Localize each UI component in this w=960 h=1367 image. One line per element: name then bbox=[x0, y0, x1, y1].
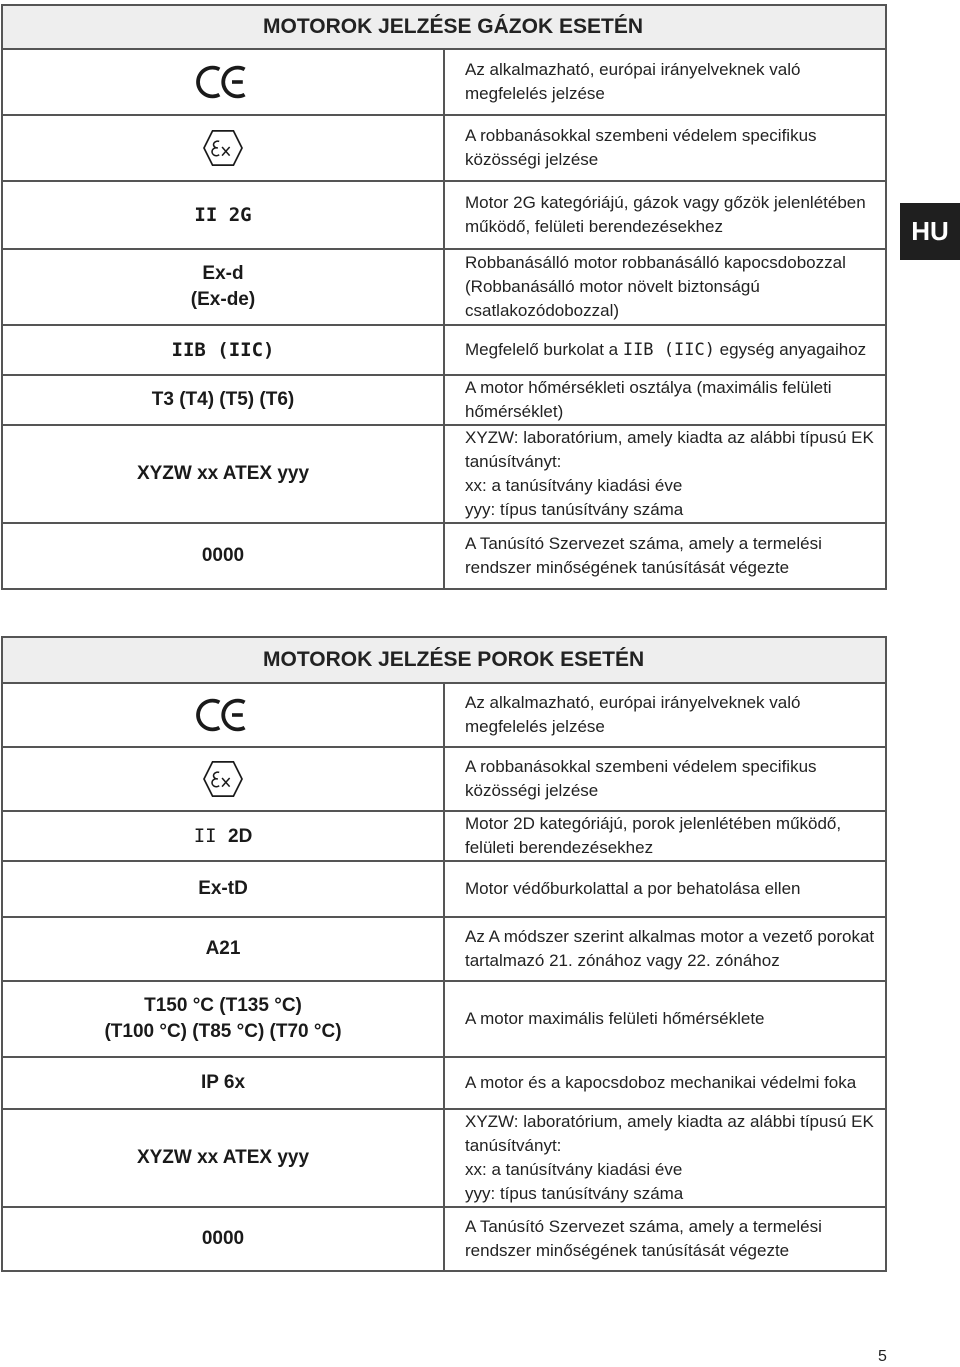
desc-text: Megfelelő burkolat a bbox=[465, 340, 623, 359]
row-description: A Tanúsító Szervezet száma, amely a termelési rendszer minőségének tanúsítását végezte bbox=[444, 523, 886, 589]
page-number: 5 bbox=[878, 1348, 887, 1365]
row-code: A21 bbox=[2, 917, 444, 981]
table-row bbox=[2, 523, 886, 589]
table-row bbox=[2, 425, 886, 523]
code-text: 2D bbox=[228, 825, 253, 847]
table-row bbox=[2, 981, 886, 1057]
section-title: MOTOROK JELZÉSE POROK ESETÉN bbox=[2, 637, 886, 683]
row-description: A motor maximális felületi hőmérséklete bbox=[444, 981, 886, 1057]
row-description: A motor és a kapocsdoboz mechanikai védelmi foka bbox=[444, 1057, 886, 1109]
row-code: IIB (IIC) bbox=[2, 325, 444, 375]
table-row bbox=[2, 1109, 886, 1207]
row-code: T150 °C (T135 °C) (T100 °C) (T85 °C) (T70 °C) bbox=[2, 981, 444, 1057]
table-row bbox=[2, 325, 886, 375]
dust-marking-table bbox=[1, 636, 887, 1272]
row-description: Motor védőburkolattal a por behatolása ellen bbox=[444, 861, 886, 917]
ce-mark-cell bbox=[2, 683, 444, 747]
table-row bbox=[2, 181, 886, 249]
code-prefix: II bbox=[193, 824, 229, 847]
table-header-row bbox=[2, 637, 886, 683]
table-row bbox=[2, 49, 886, 115]
row-description: Motor 2D kategóriájú, porok jelenlétében működő, felületi berendezésekhez bbox=[444, 811, 886, 861]
row-code: XYZW xx ATEX yyy bbox=[2, 1109, 444, 1207]
row-description: XYZW: laboratórium, amely kiadta az alábbi típusú EK tanúsítványt: xx: a tanúsítvány kiadási éve yyy: típus tanúsítvány száma bbox=[444, 425, 886, 523]
ce-mark-icon bbox=[196, 696, 250, 734]
row-description: Az A módszer szerint alkalmas motor a vezető porokat tartalmazó 21. zónához vagy 22. zónához bbox=[444, 917, 886, 981]
table-row bbox=[2, 115, 886, 181]
table-row bbox=[2, 683, 886, 747]
row-code: XYZW xx ATEX yyy bbox=[2, 425, 444, 523]
table-row bbox=[2, 861, 886, 917]
row-description: Az alkalmazható, európai irányelveknek való megfelelés jelzése bbox=[444, 49, 886, 115]
row-code: Ex-tD bbox=[2, 861, 444, 917]
table-row bbox=[2, 917, 886, 981]
ex-hexagon-icon bbox=[202, 129, 244, 167]
ex-hexagon-icon bbox=[202, 760, 244, 798]
row-code bbox=[2, 811, 444, 861]
row-description: XYZW: laboratórium, amely kiadta az alábbi típusú EK tanúsítványt: xx: a tanúsítvány kiadási éve yyy: típus tanúsítvány száma bbox=[444, 1109, 886, 1207]
row-code: IP 6x bbox=[2, 1057, 444, 1109]
table-row bbox=[2, 375, 886, 425]
row-description: A robbanásokkal szembeni védelem specifikus közösségi jelzése bbox=[444, 115, 886, 181]
ce-mark-icon bbox=[196, 63, 250, 101]
table-row bbox=[2, 1057, 886, 1109]
row-description: Robbanásálló motor robbanásálló kapocsdobozzal (Robbanásálló motor növelt biztonságú csatlakozódobozzal) bbox=[444, 249, 886, 325]
row-description: Az alkalmazható, európai irányelveknek való megfelelés jelzése bbox=[444, 683, 886, 747]
ce-mark-cell bbox=[2, 49, 444, 115]
row-code: Ex-d (Ex-de) bbox=[2, 249, 444, 325]
row-description: A Tanúsító Szervezet száma, amely a termelési rendszer minőségének tanúsítását végezte bbox=[444, 1207, 886, 1271]
row-description: A motor hőmérsékleti osztálya (maximális felületi hőmérséklet) bbox=[444, 375, 886, 425]
desc-text: egység anyagaihoz bbox=[714, 340, 867, 359]
language-badge: HU bbox=[900, 203, 960, 260]
ex-mark-cell bbox=[2, 115, 444, 181]
row-description: A robbanásokkal szembeni védelem specifikus közösségi jelzése bbox=[444, 747, 886, 811]
row-description bbox=[444, 325, 886, 375]
table-header-row bbox=[2, 5, 886, 49]
gas-marking-table bbox=[1, 4, 887, 590]
row-code: 0000 bbox=[2, 1207, 444, 1271]
row-code: II 2G bbox=[2, 181, 444, 249]
table-row bbox=[2, 747, 886, 811]
table-row bbox=[2, 811, 886, 861]
row-code: T3 (T4) (T5) (T6) bbox=[2, 375, 444, 425]
table-row bbox=[2, 249, 886, 325]
table-row bbox=[2, 1207, 886, 1271]
row-description: Motor 2G kategóriájú, gázok vagy gőzök jelenlétében működő, felületi berendezésekhez bbox=[444, 181, 886, 249]
section-title: MOTOROK JELZÉSE GÁZOK ESETÉN bbox=[2, 5, 886, 49]
row-code: 0000 bbox=[2, 523, 444, 589]
desc-code: IIB (IIC) bbox=[622, 340, 715, 360]
ex-mark-cell bbox=[2, 747, 444, 811]
